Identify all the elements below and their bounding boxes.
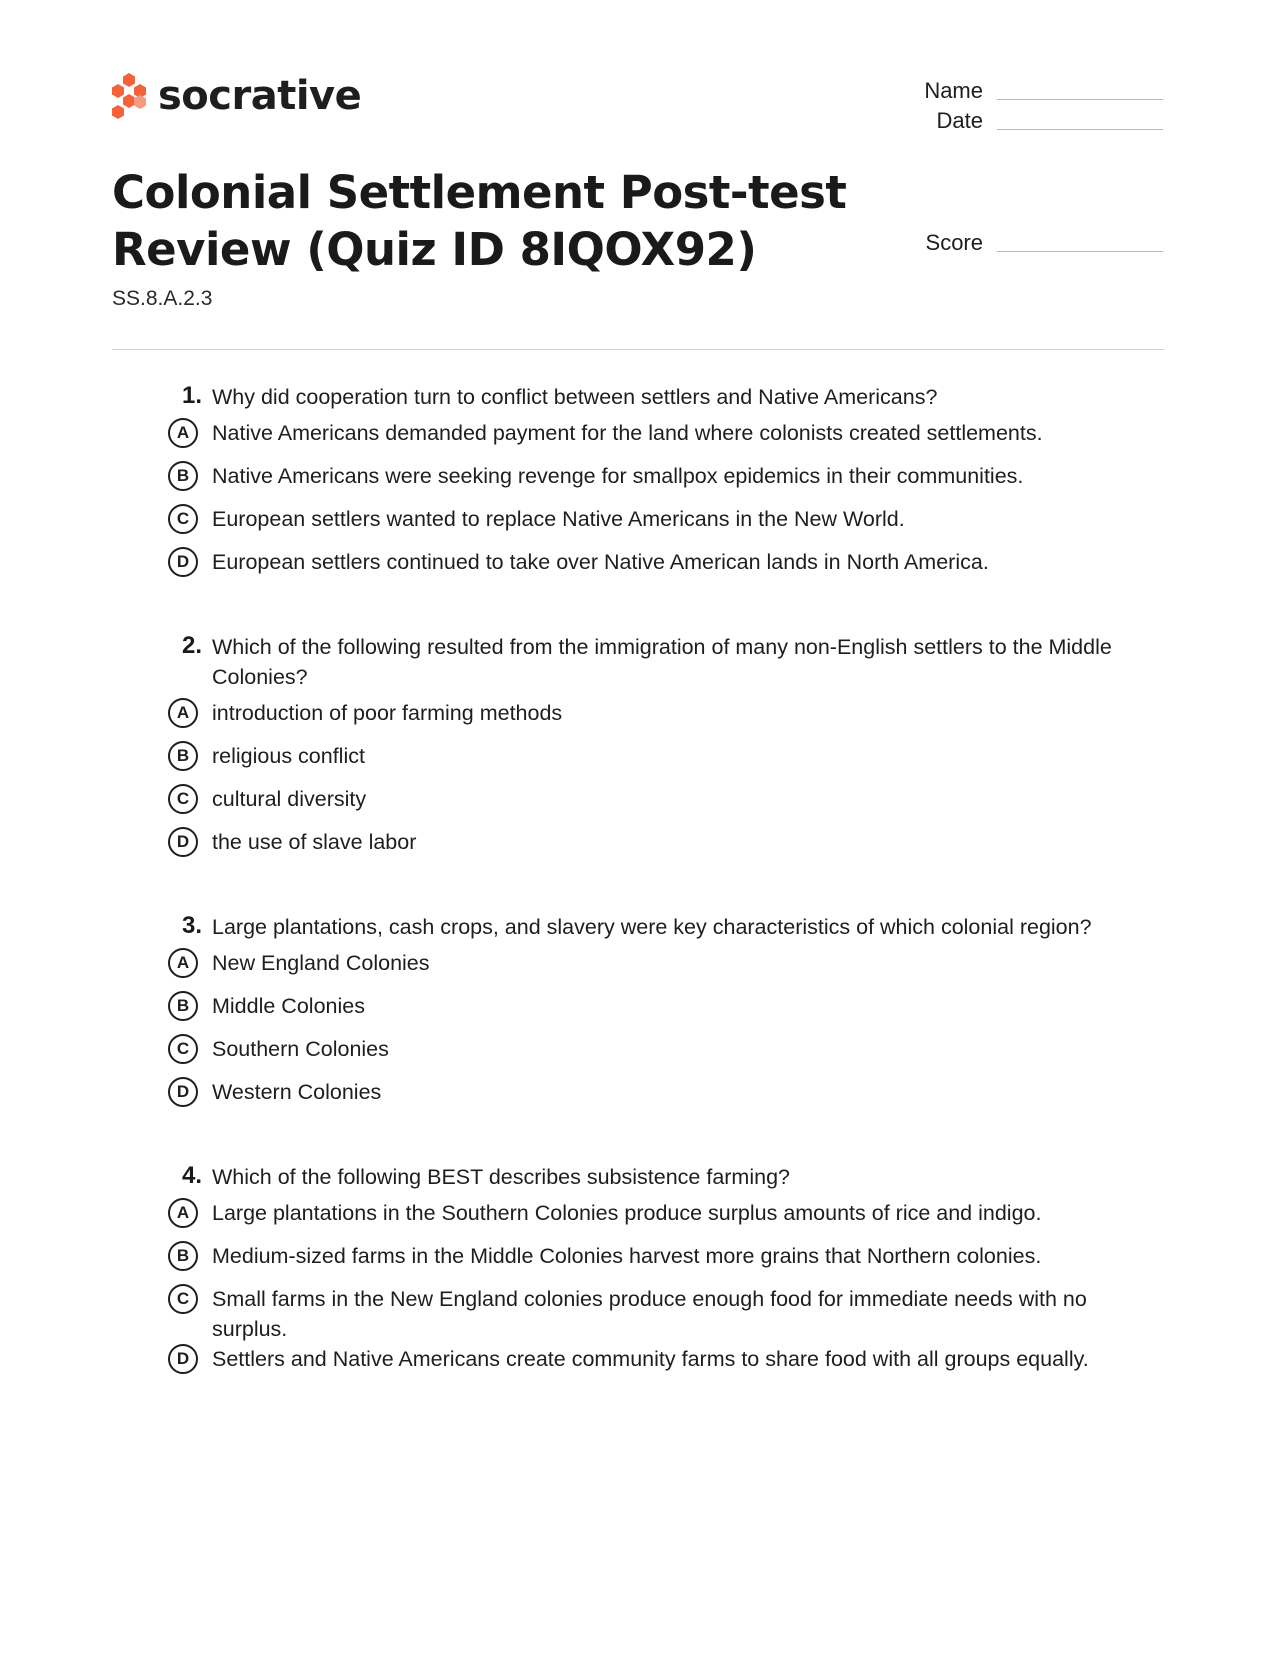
answer-option-b[interactable] bbox=[160, 991, 1160, 1034]
answer-option-c[interactable] bbox=[160, 1034, 1160, 1077]
answer-text: Southern Colonies bbox=[212, 1037, 389, 1061]
logo-wordmark: socrative bbox=[158, 73, 362, 119]
score-label: Score bbox=[925, 230, 983, 255]
answer-text: Small farms in the New England colonies produce enough food for immediate needs with no surplus. bbox=[212, 1287, 1087, 1341]
answer-text: European settlers wanted to replace Native Americans in the New World. bbox=[212, 507, 905, 531]
question-text: Which of the following BEST describes subsistence farming? bbox=[212, 1165, 790, 1189]
score-field[interactable] bbox=[903, 226, 1163, 256]
header-divider bbox=[112, 349, 1164, 350]
page-title bbox=[112, 164, 872, 278]
score-line[interactable] bbox=[997, 251, 1163, 252]
standard-code: SS.8.A.2.3 bbox=[112, 287, 213, 310]
answer-text: New England Colonies bbox=[212, 951, 430, 975]
answer-bubble[interactable]: D bbox=[168, 1344, 198, 1374]
question-text: Why did cooperation turn to conflict between settlers and Native Americans? bbox=[212, 385, 938, 409]
answer-text: the use of slave labor bbox=[212, 830, 417, 854]
question-number: 2. bbox=[181, 632, 202, 659]
answer-bubble[interactable]: D bbox=[168, 547, 198, 577]
name-field[interactable] bbox=[903, 74, 1163, 104]
date-line[interactable] bbox=[997, 129, 1163, 130]
question-text: Which of the following resulted from the immigration of many non-English settlers to the Middle Colonies? bbox=[212, 635, 1112, 689]
answer-option-b[interactable] bbox=[160, 741, 1160, 784]
answer-bubble[interactable]: A bbox=[168, 948, 198, 978]
answer-bubble[interactable]: D bbox=[168, 1077, 198, 1107]
answer-bubble[interactable]: A bbox=[168, 418, 198, 448]
question-text: Large plantations, cash crops, and slavery were key characteristics of which colonial region? bbox=[212, 915, 1092, 939]
answer-text: European settlers continued to take over Native American lands in North America. bbox=[212, 550, 989, 574]
answer-bubble[interactable]: B bbox=[168, 461, 198, 491]
answer-text: religious conflict bbox=[212, 744, 365, 768]
answer-option-a[interactable] bbox=[160, 948, 1160, 991]
answer-text: Large plantations in the Southern Colonies produce surplus amounts of rice and indigo. bbox=[212, 1201, 1042, 1225]
answer-bubble[interactable]: C bbox=[168, 504, 198, 534]
answer-text: Native Americans were seeking revenge for smallpox epidemics in their communities. bbox=[212, 464, 1024, 488]
answer-bubble[interactable]: B bbox=[168, 1241, 198, 1271]
question-header bbox=[160, 910, 1160, 942]
score-field-group bbox=[903, 226, 1163, 256]
answer-option-a[interactable] bbox=[160, 1198, 1160, 1241]
answer-text: Native Americans demanded payment for the land where colonists created settlements. bbox=[212, 421, 1043, 445]
answer-option-b[interactable] bbox=[160, 1241, 1160, 1284]
answer-option-b[interactable] bbox=[160, 461, 1160, 504]
question-4 bbox=[160, 1160, 1160, 1387]
logo-hexagon-icon bbox=[110, 72, 148, 120]
answer-text: introduction of poor farming methods bbox=[212, 701, 563, 725]
date-field[interactable] bbox=[903, 104, 1163, 134]
answer-option-d[interactable] bbox=[160, 827, 1160, 870]
question-2 bbox=[160, 630, 1160, 870]
answer-option-c[interactable] bbox=[160, 784, 1160, 827]
answer-option-a[interactable] bbox=[160, 698, 1160, 741]
question-number: 4. bbox=[181, 1162, 202, 1189]
question-1 bbox=[160, 380, 1160, 590]
answer-text: Western Colonies bbox=[212, 1080, 382, 1104]
date-label: Date bbox=[936, 108, 983, 133]
answer-text: Medium-sized farms in the Middle Colonies harvest more grains that Northern colonies. bbox=[212, 1244, 1042, 1268]
answer-bubble[interactable]: A bbox=[168, 1198, 198, 1228]
answer-bubble[interactable]: C bbox=[168, 1284, 198, 1314]
answer-bubble[interactable]: C bbox=[168, 1034, 198, 1064]
answer-bubble[interactable]: D bbox=[168, 827, 198, 857]
socrative-logo bbox=[110, 72, 361, 120]
name-label: Name bbox=[924, 78, 983, 103]
name-line[interactable] bbox=[997, 99, 1163, 100]
answer-bubble[interactable]: C bbox=[168, 784, 198, 814]
answer-text: Settlers and Native Americans create community farms to share food with all groups equally. bbox=[212, 1347, 1089, 1371]
name-date-fields bbox=[903, 74, 1163, 134]
answer-bubble[interactable]: A bbox=[168, 698, 198, 728]
question-3 bbox=[160, 910, 1160, 1120]
answer-text: Middle Colonies bbox=[212, 994, 365, 1018]
answer-option-d[interactable] bbox=[160, 1077, 1160, 1120]
answer-bubble[interactable]: B bbox=[168, 991, 198, 1021]
question-number: 3. bbox=[181, 912, 202, 939]
answer-option-d[interactable] bbox=[160, 547, 1160, 590]
title-line-2: Review (Quiz ID 8IQOX92) bbox=[112, 223, 757, 276]
answer-option-c[interactable] bbox=[160, 504, 1160, 547]
answer-bubble[interactable]: B bbox=[168, 741, 198, 771]
question-header bbox=[160, 380, 1160, 412]
answer-option-c[interactable] bbox=[160, 1284, 1160, 1344]
title-line-1: Colonial Settlement Post-test bbox=[112, 166, 847, 219]
answer-option-a[interactable] bbox=[160, 418, 1160, 461]
question-list bbox=[160, 380, 1160, 1427]
answer-option-d[interactable] bbox=[160, 1344, 1160, 1387]
answer-text: cultural diversity bbox=[212, 787, 367, 811]
question-header bbox=[160, 630, 1160, 692]
question-header bbox=[160, 1160, 1160, 1192]
question-number: 1. bbox=[181, 382, 202, 409]
